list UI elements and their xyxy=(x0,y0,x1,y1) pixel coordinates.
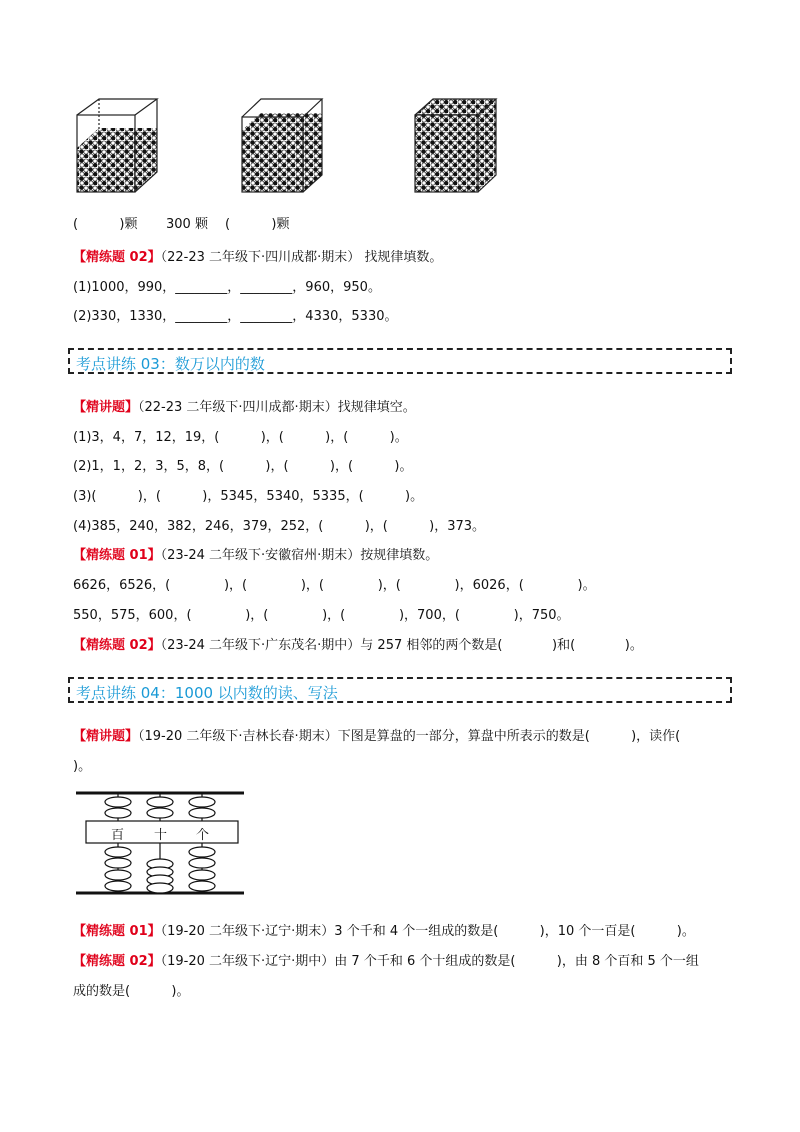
section-header-03 xyxy=(68,348,732,374)
question-line: (2)330，1330，________，________，4330，5330。 xyxy=(73,309,398,324)
section-title: 考点讲练 04：1000 以内数的读、写法 xyxy=(76,684,338,702)
question-text: （19-20 二年级下·吉林长春·期末）下图是算盘的一部分，算盘中所表示的数是( )，读作( xyxy=(138,729,681,744)
question-line xyxy=(73,725,680,744)
question-line: (1)3，4，7，12，19，( )，( )，( )。 xyxy=(73,430,408,445)
bead-box-2 xyxy=(242,99,322,192)
bead-box-3 xyxy=(415,99,496,192)
question-line: (4)385，240，382，246，379，252，( )，( )，373。 xyxy=(73,519,486,534)
question-tag: 【精练题 01】 xyxy=(73,548,161,563)
box-caption-2: 300 颗 xyxy=(166,217,208,232)
question-line: (2)1，1，2，3，5，8，( )，( )，( )。 xyxy=(73,459,413,474)
question-text: （19-20 二年级下·辽宁·期中）由 7 个千和 6 个十组成的数是( )，由 8 个百和 5 个一组 xyxy=(160,954,699,969)
bead-boxes-figure xyxy=(70,95,510,200)
question-source: （22-23 二年级下·四川成都·期末）找规律填空。 xyxy=(138,400,416,415)
question-tag: 【精练题 01】 xyxy=(73,924,161,939)
box-caption-3: ( )颗 xyxy=(225,217,290,232)
bead-box-1 xyxy=(77,99,157,192)
question-tag: 【精练题 02】 xyxy=(73,638,161,653)
question-tag: 【精讲题】 xyxy=(73,400,139,415)
question-line-continued: 成的数是( )。 xyxy=(73,984,190,999)
question-text: （23-24 二年级下·广东茂名·期中）与 257 相邻的两个数是( )和( )。 xyxy=(160,638,643,653)
question-tag: 【精讲题】 xyxy=(73,729,139,744)
question-line: (3)( )，( )，5345，5340，5335，( )。 xyxy=(73,489,424,504)
question-tag: 【精练题 02】 xyxy=(73,954,161,969)
question-tag: 【精练题 02】 xyxy=(73,250,161,265)
question-source: （23-24 二年级下·安徽宿州·期末）按规律填数。 xyxy=(160,548,439,563)
abacus-label-ones: 个 xyxy=(196,828,210,843)
question-line xyxy=(73,950,699,969)
question-line: 550，575，600，( )，( )，( )，700，( )，750。 xyxy=(73,608,570,623)
section-title: 考点讲练 03：数万以内的数 xyxy=(76,355,265,373)
section-header-04 xyxy=(68,677,732,703)
question-header xyxy=(73,544,438,563)
question-line: (1)1000，990，________，________，960，950。 xyxy=(73,280,381,295)
box-caption-1: ( )颗 xyxy=(73,217,138,232)
question-source: （22-23 二年级下·四川成都·期末） 找规律填数。 xyxy=(160,250,443,265)
abacus-label-hundreds: 百 xyxy=(111,828,125,843)
question-text: （19-20 二年级下·辽宁·期末）3 个千和 4 个一组成的数是( )，10 个一百是( )。 xyxy=(160,924,695,939)
question-line: 6626，6526，( )，( )，( )，( )，6026，( )。 xyxy=(73,578,596,593)
abacus-label-tens: 十 xyxy=(154,828,168,843)
question-line-continued: )。 xyxy=(73,759,92,774)
question-line xyxy=(73,920,695,939)
question-line xyxy=(73,634,643,653)
question-header xyxy=(73,396,416,415)
question-header xyxy=(73,246,442,265)
